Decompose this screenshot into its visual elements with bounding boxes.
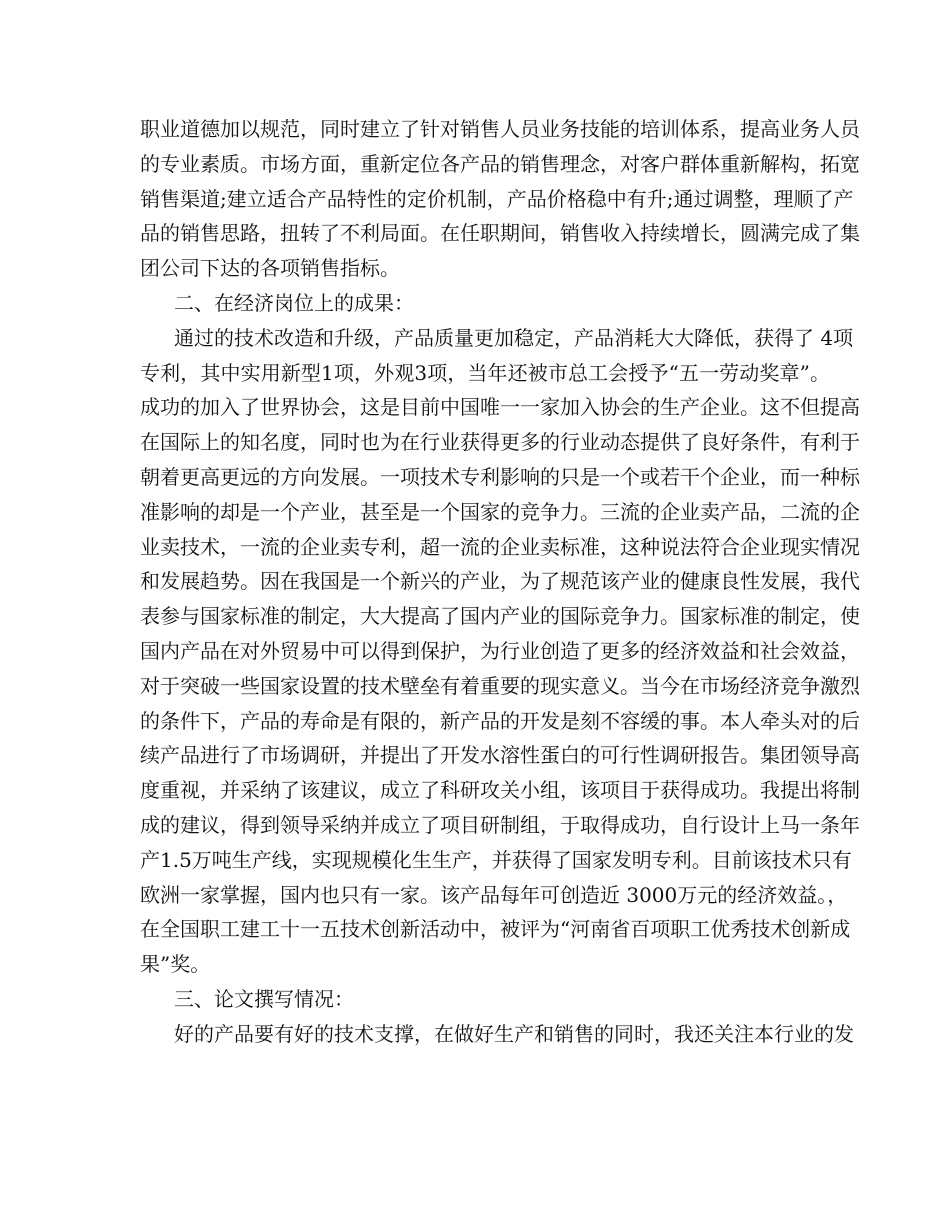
text-line: 成功的加入了世界协会，这是目前中国唯一一家加入协会的生产企业。这不但提高 xyxy=(140,395,860,420)
document-body xyxy=(140,112,860,1052)
text-line: 成的建议，得到领导采纳并成立了项目研制组，于取得成功，自行设计上马一条年 xyxy=(140,812,860,837)
text-line: 的专业素质。市场方面，重新定位各产品的销售理念，对客户群体重新解构，拓宽 xyxy=(140,151,860,176)
text-line: 的条件下，产品的寿命是有限的，新产品的开发是刻不容缓的事。本人牵头对的后 xyxy=(140,708,860,733)
text-line: 二、在经济岗位上的成果： xyxy=(174,290,414,315)
text-line: 和发展趋势。因在我国是一个新兴的产业，为了规范该产业的健康良性发展，我代 xyxy=(140,569,860,594)
text-line: 续产品进行了市场调研，并提出了开发水溶性蛋白的可行性调研报告。集团领导高 xyxy=(140,743,860,768)
text-line: 在全国职工建工十一五技术创新活动中，被评为“河南省百项职工优秀技术创新成 xyxy=(140,917,851,942)
text-line: 对于突破一些国家设置的技术壁垒有着重要的现实意义。当今在市场经济竞争激烈 xyxy=(140,673,860,698)
text-line: 专利，其中实用新型1项，外观3项，当年还被市总工会授予“五一劳动奖章”。 xyxy=(140,360,830,385)
text-line: 准影响的却是一个产业，甚至是一个国家的竞争力。三流的企业卖产品，二流的企 xyxy=(140,499,860,524)
text-line: 在国际上的知名度，同时也为在行业获得更多的行业动态提供了良好条件，有利于 xyxy=(140,430,860,455)
text-line: 销售渠道;建立适合产品特性的定价机制，产品价格稳中有升;通过调整，理顺了产 xyxy=(140,186,854,211)
text-line: 团公司下达的各项销售指标。 xyxy=(140,256,400,281)
text-line: 通过的技术改造和升级，产品质量更加稳定，产品消耗大大降低，获得了 4项 xyxy=(174,325,854,350)
text-line: 欧洲一家掌握，国内也只有一家。该产品每年可创造近 3000万元的经济效益。， xyxy=(140,882,848,907)
text-line: 表参与国家标准的制定，大大提高了国内产业的国际竞争力。国家标准的制定，使 xyxy=(140,604,860,629)
text-line: 朝着更高更远的方向发展。一项技术专利影响的只是一个或若干个企业，而一种标 xyxy=(140,464,860,489)
text-line: 果”奖。 xyxy=(140,952,211,977)
text-line: 品的销售思路，扭转了不利局面。在任职期间，销售收入持续增长，圆满完成了集 xyxy=(140,221,860,246)
text-line: 产1.5万吨生产线，实现规模化生生产，并获得了国家发明专利。目前该技术只有 xyxy=(140,847,852,872)
text-line: 度重视，并采纳了该建议，成立了科研攻关小组，该项目于获得成功。我提出将制 xyxy=(140,778,860,803)
text-line: 职业道德加以规范，同时建立了针对销售人员业务技能的培训体系，提高业务人员 xyxy=(140,117,860,141)
text-line: 好的产品要有好的技术支撑，在做好生产和销售的同时，我还关注本行业的发 xyxy=(174,1021,854,1046)
text-line: 业卖技术，一流的企业卖专利，超一流的企业卖标准，这种说法符合企业现实情况 xyxy=(140,534,860,559)
text-line: 三、论文撰写情况： xyxy=(174,986,354,1011)
text-line: 国内产品在对外贸易中可以得到保护，为行业创造了更多的经济效益和社会效益， xyxy=(140,638,860,663)
